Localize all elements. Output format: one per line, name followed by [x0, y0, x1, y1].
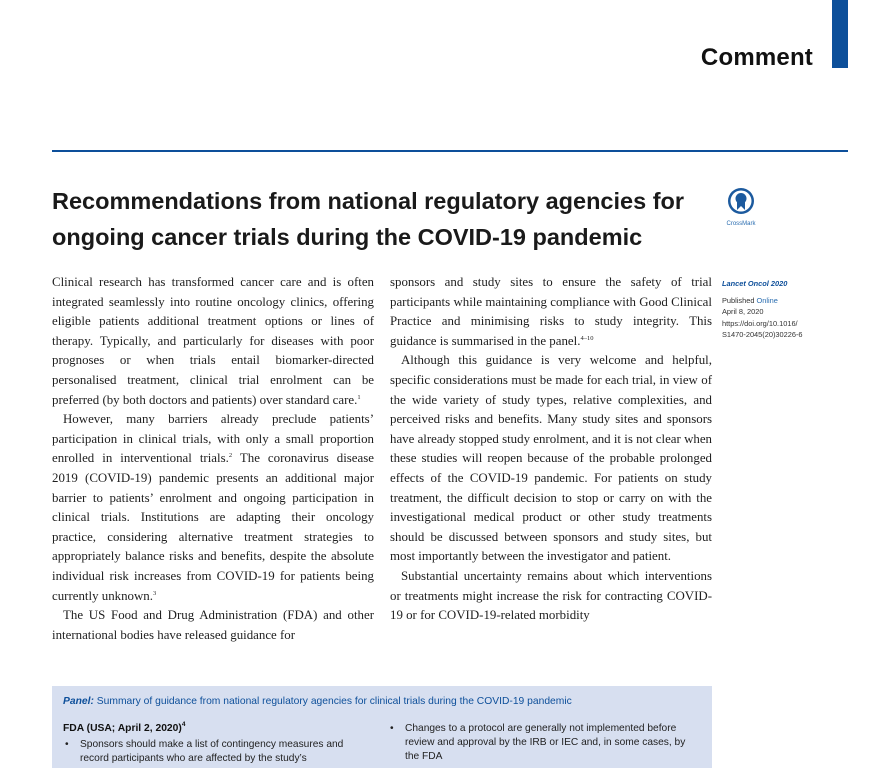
paragraph: sponsors and study sites to ensure the safety of trial participants while maintaining compliance with Good Clinical Practice and minimising risks to study integrity. This guidance is summarised in the panel.$^{4-10}$	[390, 275, 712, 348]
panel-list-left	[63, 738, 363, 766]
paragraph: Although this guidance is very welcome and helpful, specific considerations must be made for each trial, in view of the wide variety of study types, relative complexities, and perceived risks and benefits. Many study sites and sponsors have already stopped study enrolment, and it is not clear when these studies will reopen because of the probable prolonged effects of the COVID-19 pandemic. For patients on study treatment, the difficult decision to stop or carry on with the investigational medical product or other study treatments should be discussed between sponsors and study sites, but most importantly between the investigator and patient.	[390, 353, 712, 564]
crossmark-icon	[727, 187, 755, 215]
paragraph: Clinical research has transformed cancer care and is often integrated seamlessly into routine oncology clinics, offering eligible patients additional treatment options or lines of therapy. Typically, and particularly for diseases with poor prognoses or when trials entail biomarker-directed personalised treatment, clinical trial enrolment can be preferred (by both doctors and patients) over standard care.$^1$	[52, 275, 374, 407]
paragraph: The US Food and Drug Administration (FDA) and other international bodies have released guidance for	[52, 608, 374, 642]
summary-panel	[52, 686, 712, 768]
list-item: • Sponsors should make a list of contingency measures and record participants who are affected by the study’s	[65, 739, 344, 764]
published-line: Published Online	[722, 295, 778, 305]
body-column-1	[52, 273, 374, 645]
panel-heading: FDA (USA; April 2, 2020)$^4$	[63, 721, 186, 734]
section-accent-bar	[832, 0, 848, 68]
doi-suffix[interactable]: S1470-2045(20)30226-6	[722, 330, 803, 340]
doi-link[interactable]: https://doi.org/10.1016/	[722, 318, 798, 328]
journal-citation: Lancet Oncol 2020	[722, 279, 788, 288]
article-title: Recommendations from national regulatory agencies for ongoing cancer trials during the COVID-19 pandemic	[52, 188, 685, 250]
published-date: April 8, 2020	[722, 307, 764, 317]
crossmark-badge[interactable]	[724, 187, 758, 227]
panel-title: Panel: Summary of guidance from national regulatory agencies for clinical trials during the COVID-19 pandemic	[63, 696, 572, 707]
article-metadata	[722, 278, 848, 341]
section-label: Comment	[700, 44, 813, 71]
panel-list-right	[388, 722, 688, 764]
list-item: • Changes to a protocol are generally not implemented before review and approval by the IRB or IEC and, in some cases, by the FDA	[390, 723, 686, 762]
body-column-2	[390, 273, 712, 626]
paragraph: Substantial uncertainty remains about which interventions or treatments might increase the risk for contracting COVID-19 or for COVID-19-related morbidity	[390, 568, 712, 623]
header-rule	[52, 150, 848, 152]
paragraph: However, many barriers already preclude patients’ participation in clinical trials, with only a small proportion enrolled in interventional trials.$^2$ The coronavirus disease 2019 (COVID-19) pandemic presents an additional major barrier to patients’ enrolment and ongoing participation in clinical trials. Institutions are adapting their oncology practice, considering alternative treatment strategies to appropriately balance risks and benefits, despite the absolute individual risk increases from COVID-19 for patients being currently unknown.$^3$	[52, 412, 374, 603]
crossmark-label: CrossMark	[726, 221, 756, 227]
